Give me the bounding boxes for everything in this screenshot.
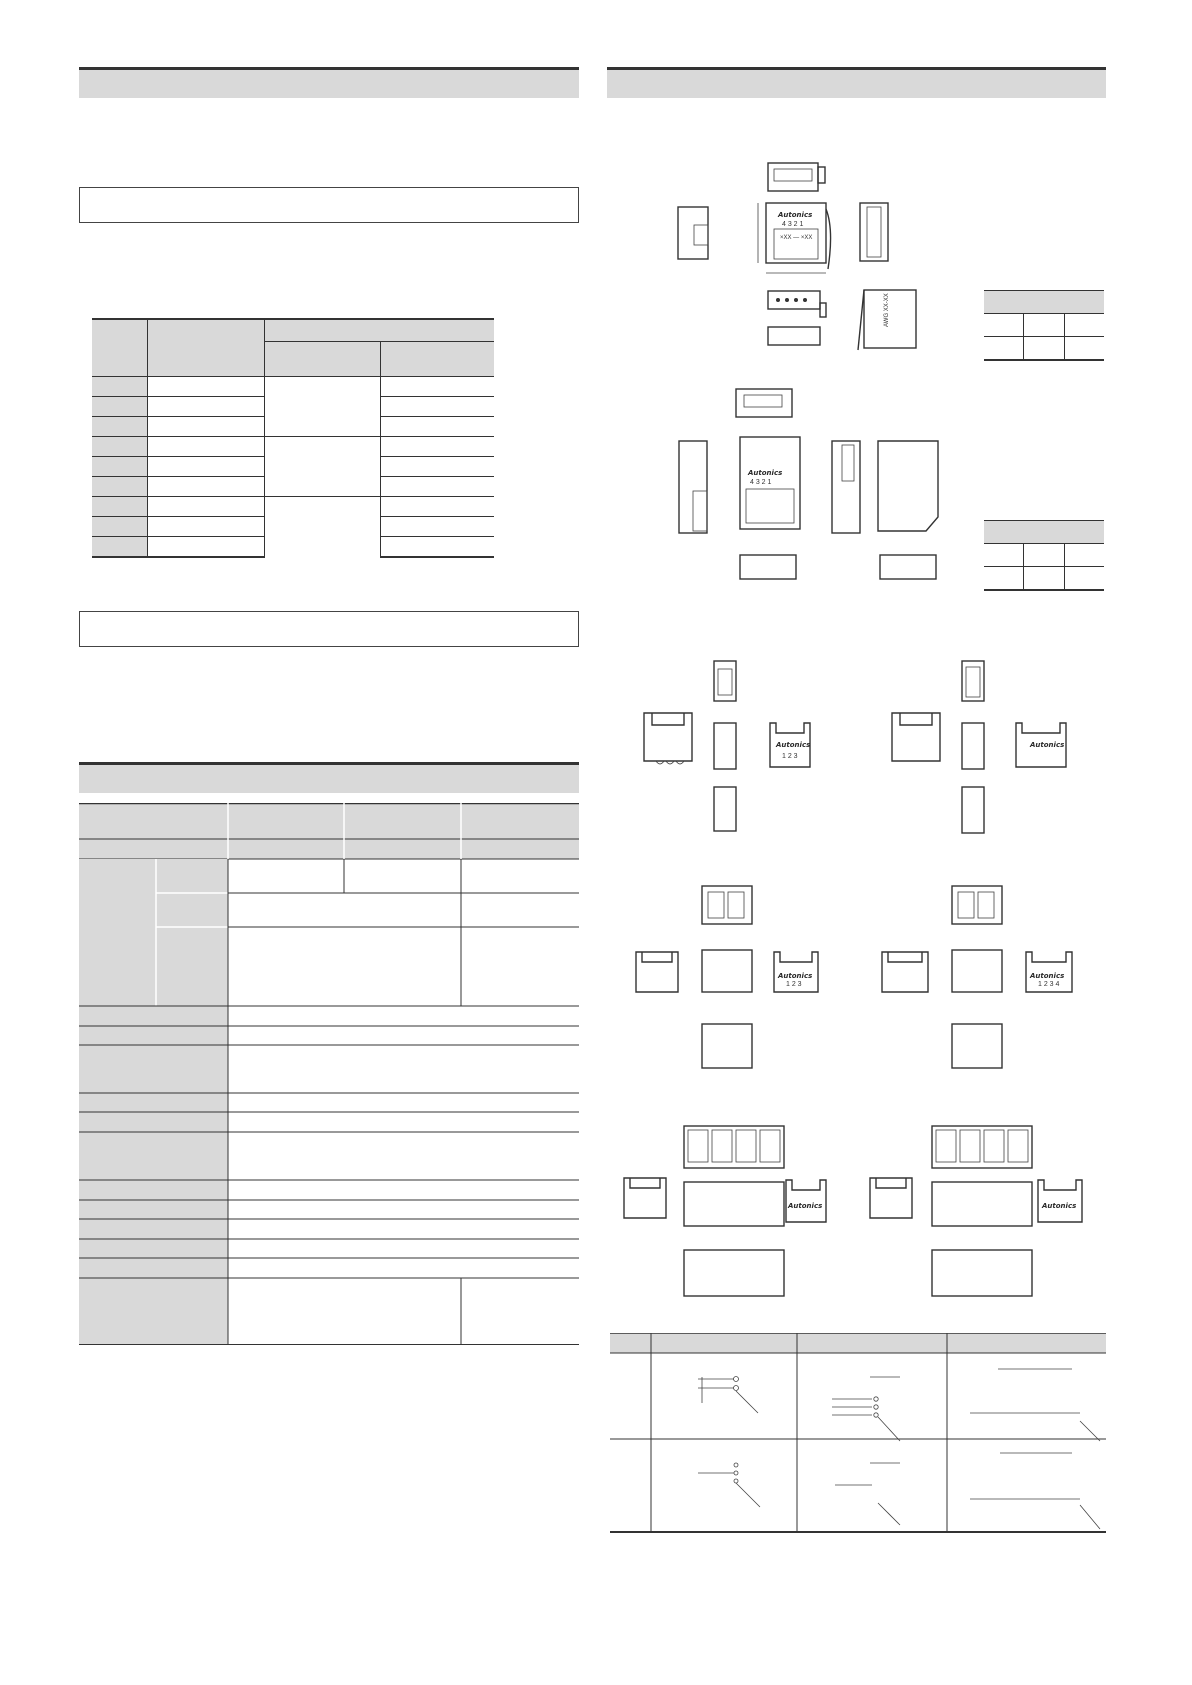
connector-dimension-drawing-1 <box>670 155 940 360</box>
dimension-table-2 <box>984 520 1104 591</box>
logo-text-3: Autonics <box>776 741 811 749</box>
logo-text-7: Autonics <box>788 1202 823 1210</box>
connector-dimension-drawing-2 <box>664 385 954 590</box>
marking-label: ×XX — ×XX <box>780 235 813 241</box>
left-section-header-1 <box>79 67 579 98</box>
header-drawing-2row-4pin <box>880 882 1090 1072</box>
right-section-header <box>607 67 1106 98</box>
pin-numbers-3: 1 2 3 <box>782 753 798 760</box>
logo-text-5: Autonics <box>778 972 813 980</box>
logo-text-2: Autonics <box>748 469 783 477</box>
pin-numbers: 4 3 2 1 <box>782 221 804 228</box>
left-notice-box-2 <box>79 611 579 647</box>
dimension-table-1 <box>984 290 1104 361</box>
pin-numbers-5: 1 2 3 <box>786 981 802 988</box>
header-drawing-2row-3pin <box>634 882 844 1072</box>
logo-text-6: Autonics <box>1030 972 1065 980</box>
header-drawing-3pin <box>640 655 840 840</box>
pin-numbers-6: 1 2 3 4 <box>1038 981 1060 988</box>
connector-pin-table <box>92 318 494 558</box>
specifications-table <box>79 803 579 1345</box>
logo-text-8: Autonics <box>1042 1202 1077 1210</box>
logo-text-4: Autonics <box>1030 741 1065 749</box>
header-drawing-4row-3pin <box>622 1116 852 1306</box>
marking-label-side: AWG XX-XX <box>884 293 890 327</box>
left-section-header-2 <box>79 762 579 793</box>
header-drawing-4pin <box>888 655 1088 840</box>
pin-numbers-2: 4 3 2 1 <box>750 479 772 486</box>
logo-text: Autonics <box>778 211 813 219</box>
pcb-hole-layout-table <box>610 1333 1106 1533</box>
left-notice-box-1 <box>79 187 579 223</box>
header-drawing-4row-4pin <box>866 1116 1096 1306</box>
